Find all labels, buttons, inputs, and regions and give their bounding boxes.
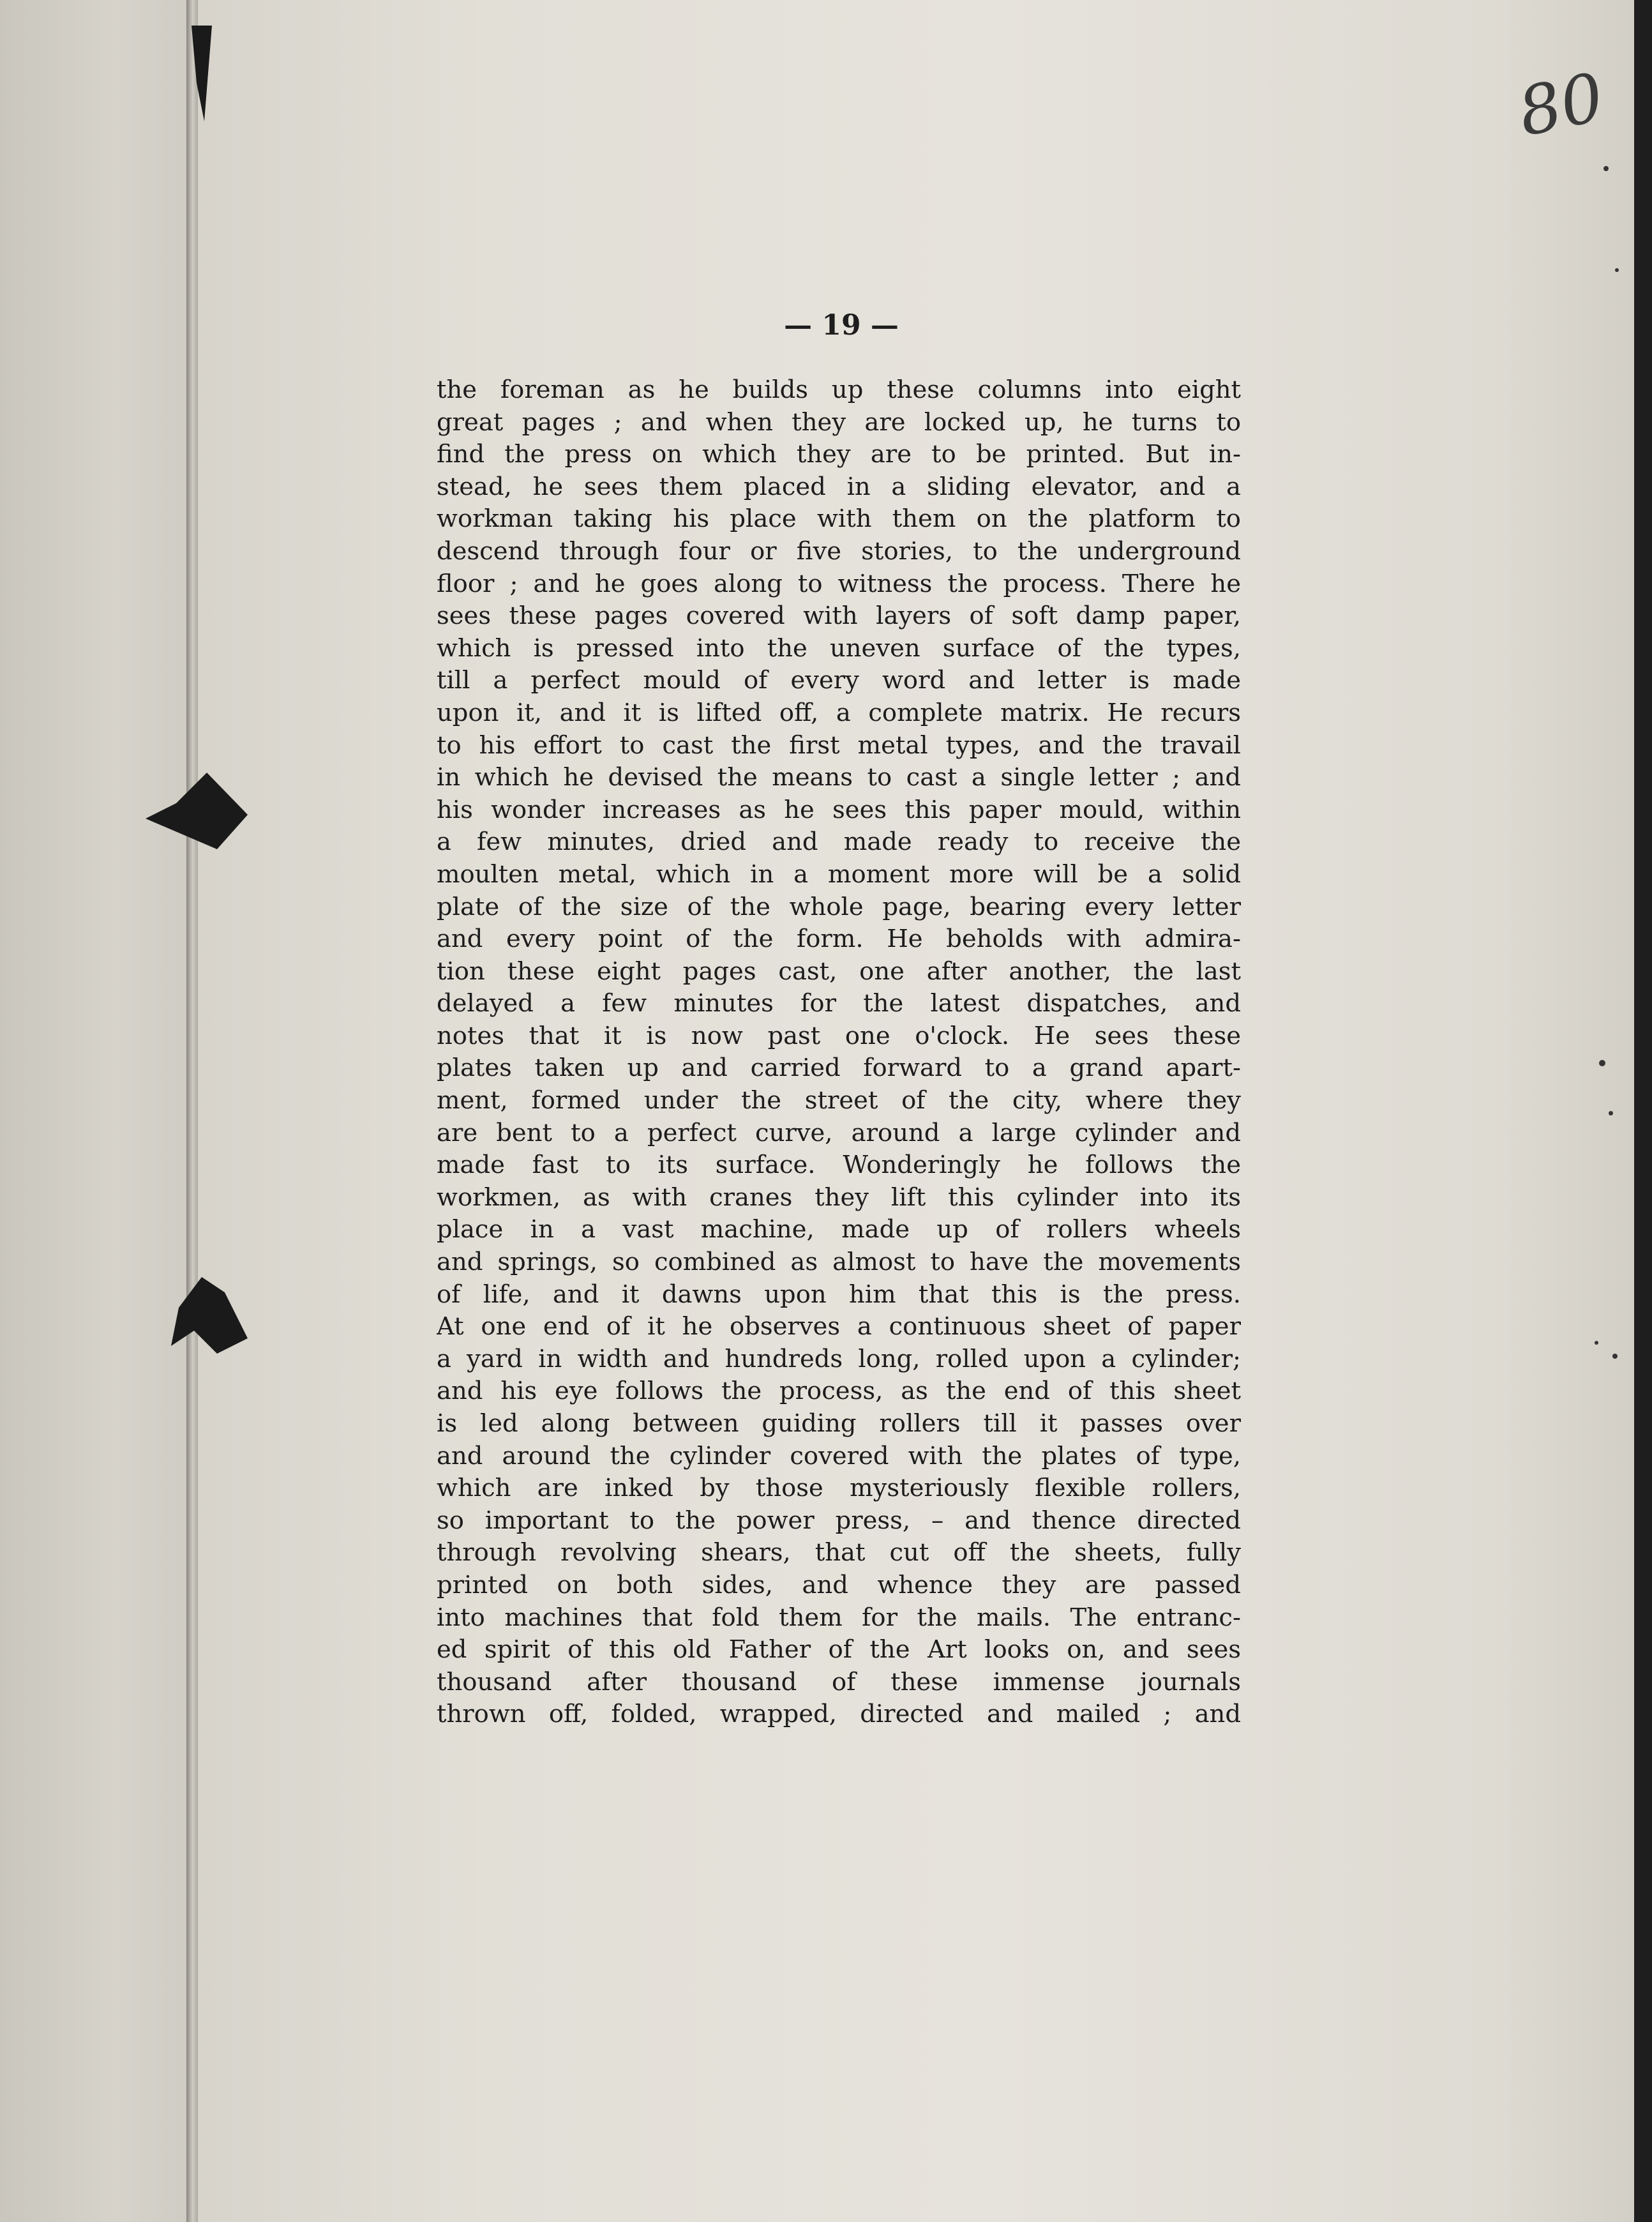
ink-speck	[1595, 1341, 1598, 1345]
text-line: stead, he sees them placed in a sliding elevator, and a	[437, 472, 1241, 501]
page-folio: — 19 —	[784, 309, 899, 342]
ink-speck	[1615, 268, 1619, 272]
text-line: ed spirit of this old Father of the Art looks on, and sees	[437, 1635, 1241, 1665]
text-line: At one end of it he observes a continuous sheet of paper	[437, 1312, 1241, 1342]
text-line: which are inked by those mysteriously flexible rollers,	[437, 1474, 1241, 1503]
text-line: and his eye follows the process, as the end of this sheet	[437, 1377, 1241, 1406]
text-line: thousand after thousand of these immense journals	[437, 1667, 1241, 1697]
text-line: plate of the size of the whole page, bearing every letter	[437, 892, 1241, 921]
text-line: floor ; and he goes along to witness the process. There he	[437, 569, 1241, 598]
text-line: great pages ; and when they are locked up, he turns to	[437, 407, 1241, 437]
text-line: made fast to its surface. Wonderingly he follows the	[437, 1151, 1241, 1180]
text-line: plates taken up and carried forward to a grand apart-	[437, 1054, 1241, 1083]
text-line: and springs, so combined as almost to have the movements	[437, 1248, 1241, 1277]
text-line: so important to the power press, – and thence directed	[437, 1506, 1241, 1535]
text-line: workman taking his place with them on the platform to	[437, 504, 1241, 534]
text-line: a few minutes, dried and made ready to receive the	[437, 828, 1241, 857]
text-line: and around the cylinder covered with the plates of type,	[437, 1441, 1241, 1470]
archive-page-number: 80	[1512, 57, 1611, 152]
text-line: into machines that fold them for the mails. The entranc-	[437, 1603, 1241, 1632]
text-line: the foreman as he builds up these columns into eight	[437, 375, 1241, 404]
text-line: descend through four or five stories, to the underground	[437, 536, 1241, 566]
text-line: upon it, and it is lifted off, a complete matrix. He recurs	[437, 698, 1241, 727]
ink-speck	[1603, 166, 1609, 171]
body-text	[437, 374, 1241, 1731]
text-line: which is pressed into the uneven surface of the types,	[437, 633, 1241, 663]
text-line: till a perfect mould of every word and letter is made	[437, 666, 1241, 695]
text-line: tion these eight pages cast, one after another, the last	[437, 956, 1241, 986]
text-line: sees these pages covered with layers of soft damp paper,	[437, 601, 1241, 631]
text-line: is led along between guiding rollers till it passes over	[437, 1409, 1241, 1438]
ink-speck	[1612, 1354, 1618, 1359]
ink-speck	[1599, 1060, 1605, 1066]
text-line: ment, formed under the street of the city, where they	[437, 1086, 1241, 1115]
facing-page-edge	[0, 0, 191, 2222]
text-line: and every point of the form. He beholds with admira-	[437, 925, 1241, 954]
text-line: to his effort to cast the first metal types, and the travail	[437, 730, 1241, 760]
text-line: delayed a few minutes for the latest dispatches, and	[437, 989, 1241, 1018]
text-line: place in a vast machine, made up of rollers wheels	[437, 1215, 1241, 1244]
text-line: through revolving shears, that cut off the sheets, fully	[437, 1538, 1241, 1568]
text-line: his wonder increases as he sees this paper mould, within	[437, 795, 1241, 824]
text-line: notes that it is now past one o'clock. He sees these	[437, 1021, 1241, 1050]
text-line: find the press on which they are to be printed. But in-	[437, 440, 1241, 469]
text-line: printed on both sides, and whence they are passed	[437, 1570, 1241, 1599]
text-line: a yard in width and hundreds long, rolled upon a cylinder;	[437, 1344, 1241, 1373]
text-line: of life, and it dawns upon him that this is the press.	[437, 1280, 1241, 1309]
text-line: workmen, as with cranes they lift this cylinder into its	[437, 1183, 1241, 1212]
text-line: in which he devised the means to cast a single letter ; and	[437, 763, 1241, 792]
text-line: moulten metal, which in a moment more will be a solid	[437, 859, 1241, 889]
ink-speck	[1609, 1111, 1613, 1115]
text-line: are bent to a perfect curve, around a large cylinder and	[437, 1118, 1241, 1147]
text-line: thrown off, folded, wrapped, directed and mailed ; and	[437, 1700, 1241, 1729]
